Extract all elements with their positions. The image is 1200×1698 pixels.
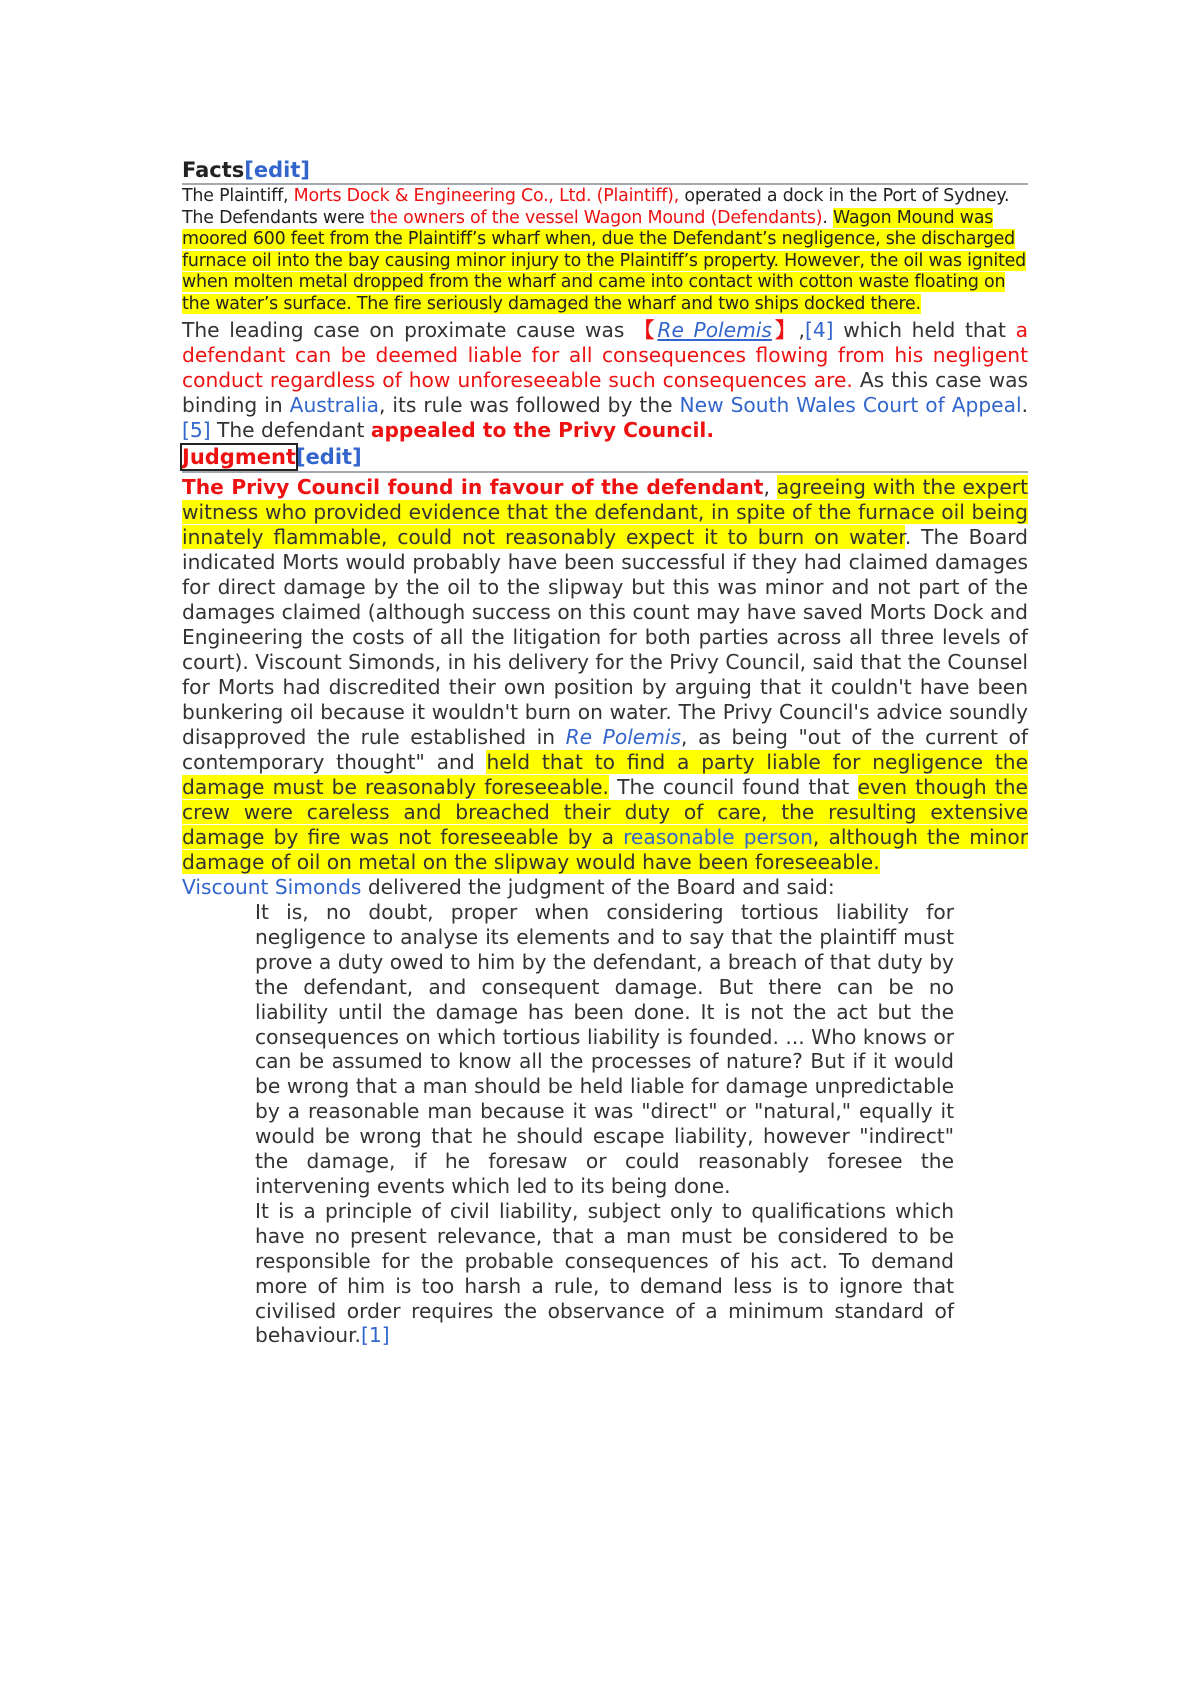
text-run: . xyxy=(822,207,833,228)
document-page xyxy=(182,157,1028,1348)
leading-case-paragraph xyxy=(182,318,1028,443)
simonds-intro xyxy=(182,875,1028,900)
australia-link[interactable]: Australia xyxy=(289,393,379,417)
ref-5-link[interactable]: [5] xyxy=(182,418,211,442)
bracket-close: 】 xyxy=(771,318,799,342)
text-run: As this case was binding in xyxy=(182,368,1028,417)
defendants-name: the owners of the vessel Wagon Mound (Defendants) xyxy=(369,207,823,228)
viscount-simonds-link[interactable]: Viscount Simonds xyxy=(182,875,362,899)
re-polemis-link[interactable]: Re Polemis xyxy=(565,725,682,749)
re-polemis-link[interactable]: Re Polemis xyxy=(657,318,772,342)
text-run: The defendant xyxy=(210,418,371,442)
text-run: It is a principle of civil liability, subject only to qualifications which have no present relevance, that a man must be considered to be responsible for the probable consequences of his act. To demand more of him is too harsh a rule, to demand less is to ignore that civilised order requires the observance of a minimum standard of behaviour. xyxy=(255,1198,954,1348)
highlight-foreseeability-rule: held that to find a party liable for negligence the damage must be reasonably foreseeable. xyxy=(182,750,1028,799)
text-run: , its rule was followed by the xyxy=(378,393,680,417)
appealed-text: appealed to the Privy Council. xyxy=(370,418,714,442)
ref-1-link[interactable]: [1] xyxy=(360,1323,390,1348)
text-run: , xyxy=(798,318,805,342)
nsw-court-of-appeal-link[interactable]: New South Wales Court of Appeal xyxy=(679,393,1022,417)
text-run: even though the crew were careless and breached their duty of care, the resulting extensive damage by fire was not foreseeable by a xyxy=(182,775,1028,849)
edit-link[interactable]: [edit] xyxy=(244,158,310,182)
text-run: operated a dock in the Port of Sydney. The Defendants were xyxy=(182,186,1010,228)
highlight-expert-evidence: agreeing with the expert witness who provided evidence that the defendant, in spite of the furnace oil being innately flammable, could not reasonably expect it to burn on water xyxy=(182,475,1028,549)
text-run: delivered the judgment of the Board and said: xyxy=(361,875,835,899)
text-run: The Plaintiff, xyxy=(182,186,294,206)
text-run: . xyxy=(1021,393,1028,417)
polemis-rule: a defendant can be deemed liable for all consequences flowing from his negligent conduct regardless of how unforeseeable such consequences are. xyxy=(182,318,1028,392)
text-run: which held that xyxy=(833,318,1016,342)
text-run: The council found that xyxy=(608,775,858,799)
ref-4-link[interactable]: [4] xyxy=(804,318,834,342)
text-run: , xyxy=(763,475,777,499)
simonds-quote xyxy=(255,900,954,1348)
judgment-paragraph xyxy=(182,475,1028,875)
plaintiff-name: Morts Dock & Engineering Co., Ltd. (Plaintiff), xyxy=(293,186,680,206)
bracket-open: 【 xyxy=(634,318,658,342)
text-run: The leading case on proximate cause was xyxy=(182,318,634,342)
quote-paragraph-1: It is, no doubt, proper when considering tortious liability for negligence to analyse its elements and to say that the plaintiff must prove a duty owed to him by the defendant, a breach of that duty by the defendant, and consequent damage. But there can be no liability until the damage has been done. It is not the act but the consequences on which tortious liability is founded. ... Who knows or can be assumed to know all the processes of nature? But if it would be wrong that a man should be held liable for damage unpredictable by a reasonable man because it was "direct" or "natural," equally it would be wrong that he should escape liability, however "indirect" the damage, if he foresaw or could reasonably foresee the intervening events which led to its being done. xyxy=(255,900,954,1198)
highlighted-facts: Wagon Mound was moored 600 feet from the Plaintiff’s wharf when, due the Defendant’s negligence, she discharged furnace oil into the bay causing minor injury to the Plaintiff’s property. However, the oil was ignited when molten metal dropped from the wharf and came into contact with cotton waste floating on the water’s surface. The fire seriously damaged the wharf and two ships docked there. xyxy=(182,207,1027,314)
holding-lead: The Privy Council found in favour of the defendant xyxy=(182,475,764,499)
text-run: . The Board indicated Morts would probably have been successful if they had claimed damages for direct damage by the oil to the slipway but this was minor and not part of the damages claimed (although success on this count may have saved Morts Dock and Engineering the costs of all the litigation for both parties across all three levels of court). Viscount Simonds, in his delivery for the Privy Council, said that the Counsel for Morts had discredited their own position by arguing that it couldn't have been bunkering oil because it wouldn't burn on water. The Privy Council's advice soundly disapproved the rule established in xyxy=(182,525,1028,749)
section-heading-facts xyxy=(182,157,1028,185)
facts-paragraph xyxy=(182,186,1028,315)
text-run: , although the minor damage of oil on metal on the slipway would have been foreseeable. xyxy=(182,825,1028,874)
heading-text: Facts xyxy=(182,158,245,182)
edit-link[interactable]: [edit] xyxy=(295,445,362,469)
quote-paragraph-2 xyxy=(255,1199,954,1348)
text-run: , as being "out of the current of contemporary thought" and xyxy=(182,725,1029,774)
heading-text: Judgment xyxy=(182,445,296,469)
section-heading-judgment xyxy=(182,444,1028,473)
reasonable-person-link[interactable]: reasonable person xyxy=(623,825,813,849)
